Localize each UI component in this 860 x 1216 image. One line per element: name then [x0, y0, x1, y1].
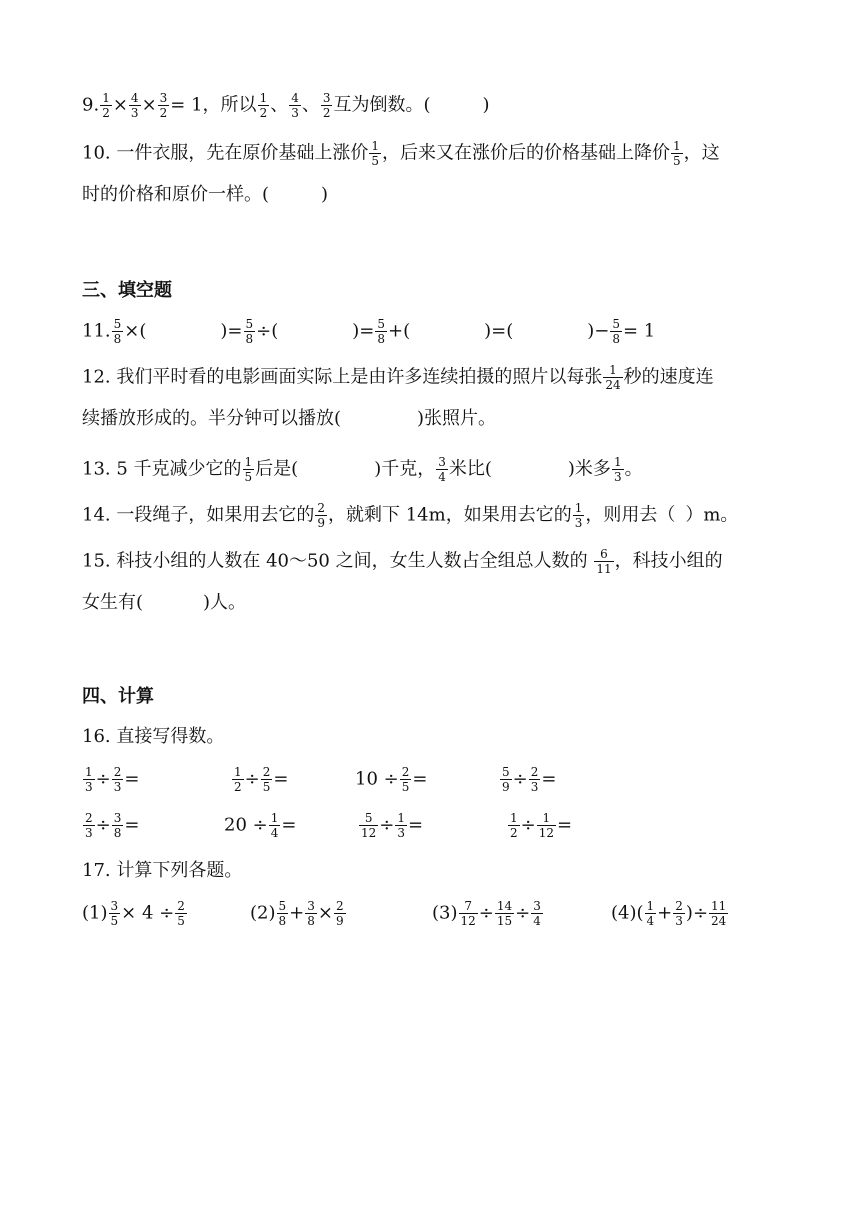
q16-item-7: $\frac{5}{12}$ ÷ $\frac{1}{3}$ =: [361, 811, 424, 840]
paren-close: ): [482, 94, 490, 116]
times-sign: ×: [141, 94, 157, 116]
fraction: $\frac{1}{2}$: [102, 91, 110, 120]
q11-number: 11.: [82, 320, 111, 342]
q11-text: )−: [587, 320, 610, 342]
q12-text: 续播放形成的。半分钟可以播放(: [82, 408, 342, 429]
fraction: $\frac{3}{8}$: [113, 811, 122, 840]
q14-text: ）m。: [685, 504, 739, 526]
question-11: [82, 318, 655, 345]
fraction: $\frac{1}{4}$: [646, 899, 655, 928]
question-9: [82, 92, 490, 119]
fraction: $\frac{5}{8}$: [278, 899, 287, 928]
q15-text: )人。: [203, 592, 247, 613]
q10-text: 10. 一件衣服，先在原价基础上涨价: [82, 142, 369, 164]
fraction: $\frac{2}{5}$: [401, 765, 410, 794]
q9-text: = 1，所以: [170, 94, 257, 116]
fraction: $\frac{3}{2}$: [159, 91, 168, 120]
q9-number: 9.: [82, 94, 100, 116]
fraction: $\frac{1}{3}$: [85, 765, 93, 794]
question-16-title: 16. 直接写得数。: [82, 726, 225, 747]
q17-problem-1: (1) $\frac{3}{5}$ × 4 ÷ $\frac{2}{5}$: [82, 899, 185, 928]
fraction: $\frac{2}{5}$: [177, 899, 185, 928]
fraction: $\frac{2}{9}$: [317, 501, 325, 530]
fraction: $\frac{2}{3}$: [85, 811, 93, 840]
q11-text: )=: [352, 320, 375, 342]
q16-item-2: $\frac{1}{2}$ ÷ $\frac{2}{5}$ =: [234, 765, 289, 794]
q14-text: 14. 一段绳子，如果用去它的: [82, 504, 315, 526]
q11-text: = 1: [623, 320, 656, 342]
q16-item-4: $\frac{5}{9}$ ÷ $\frac{2}{3}$ =: [502, 765, 557, 794]
q15-text: 15. 科技小组的人数在 40～50 之间，女生人数占全组总人数的: [82, 550, 594, 572]
fraction: $\frac{5}{9}$: [502, 765, 510, 794]
q13-text: )千克，: [374, 458, 436, 480]
fraction: $\frac{3}{5}$: [110, 899, 119, 928]
q13-text: )米多: [567, 458, 611, 480]
fraction: $\frac{14}{15}$: [496, 899, 513, 928]
q11-text: )=: [220, 320, 243, 342]
section-heading-calculation: 四、计算: [82, 686, 154, 707]
fraction: $\frac{1}{12}$: [538, 811, 555, 840]
section-heading-fill-in: 三、填空题: [82, 280, 172, 301]
fraction: $\frac{4}{3}$: [130, 91, 139, 120]
fraction: $\frac{1}{2}$: [259, 91, 268, 120]
fraction: $\frac{3}{2}$: [322, 91, 331, 120]
question-15-line-1: [82, 548, 723, 575]
question-15-line-2: [82, 594, 246, 612]
question-14: [82, 502, 738, 529]
question-17-title: 17. 计算下列各题。: [82, 860, 243, 881]
fraction: $\frac{3}{8}$: [307, 899, 315, 928]
question-10-line-1: [82, 140, 720, 167]
q11-text: +(: [388, 320, 411, 342]
q14-text: ，就剩下 14m，如果用去它的: [328, 504, 572, 526]
separator: 、: [270, 94, 289, 116]
q12-text: 秒的速度连: [623, 366, 714, 388]
q16-item-6: 20 ÷ $\frac{1}{4}$ =: [224, 811, 297, 840]
q11-text: )=(: [484, 320, 514, 342]
fraction: $\frac{2}{5}$: [262, 765, 271, 794]
q16-item-8: $\frac{1}{2}$ ÷ $\frac{1}{12}$ =: [510, 811, 573, 840]
q17-problem-2: (2) $\frac{5}{8}$ + $\frac{3}{8}$ × $\frac{2}{9}$: [250, 899, 344, 928]
q10-text: ，后来又在涨价后的价格基础上降价: [382, 142, 670, 164]
fraction: $\frac{1}{3}$: [613, 455, 622, 484]
q17-problem-4: (4)( $\frac{1}{4}$ + $\frac{2}{3}$ )÷ $\frac{11}{24}$: [611, 899, 727, 928]
fraction: $\frac{3}{4}$: [533, 899, 541, 928]
times-sign: ×: [112, 94, 128, 116]
fraction: $\frac{5}{12}$: [361, 811, 377, 840]
q14-text: ，则用去（: [585, 504, 676, 526]
q13-text: 13. 5 千克减少它的: [82, 458, 242, 480]
fraction: $\frac{1}{3}$: [574, 501, 583, 530]
q15-text: ，科技小组的: [614, 550, 723, 572]
fraction: $\frac{5}{8}$: [245, 317, 254, 346]
fraction: $\frac{2}{9}$: [335, 899, 344, 928]
fraction: $\frac{3}{4}$: [438, 455, 446, 484]
q15-text: 女生有(: [82, 592, 144, 613]
fraction: $\frac{1}{4}$: [270, 811, 279, 840]
fraction: $\frac{5}{8}$: [377, 317, 385, 346]
q9-text-tail: 互为倒数。(: [333, 94, 431, 116]
q12-text: 12. 我们平时看的电影画面实际上是由许多连续拍摄的照片以每张: [82, 366, 603, 388]
q16-item-1: $\frac{1}{3}$ ÷ $\frac{2}{3}$ =: [85, 765, 140, 794]
fraction: $\frac{1}{3}$: [397, 811, 406, 840]
question-10-line-2: [82, 186, 328, 204]
fraction: $\frac{5}{8}$: [113, 317, 122, 346]
question-12-line-2: [82, 410, 496, 428]
fraction: $\frac{11}{24}$: [711, 899, 727, 928]
q10-text: 时的价格和原价一样。(: [82, 184, 270, 205]
fraction: $\frac{1}{24}$: [605, 363, 621, 392]
q16-item-3: 10 ÷ $\frac{2}{5}$ =: [355, 765, 428, 794]
q16-item-5: $\frac{2}{3}$ ÷ $\frac{3}{8}$ =: [85, 811, 140, 840]
fraction: $\frac{1}{2}$: [234, 765, 242, 794]
question-13: [82, 456, 643, 483]
fraction: $\frac{1}{5}$: [371, 139, 379, 168]
separator: 、: [301, 94, 320, 116]
fraction: $\frac{4}{3}$: [291, 91, 299, 120]
fraction: $\frac{2}{3}$: [675, 899, 683, 928]
fraction: $\frac{2}{3}$: [113, 765, 122, 794]
fraction: $\frac{1}{5}$: [673, 139, 681, 168]
question-12-line-1: [82, 364, 714, 391]
paren-close: ): [321, 184, 329, 205]
fraction: $\frac{7}{12}$: [460, 899, 476, 928]
fraction: $\frac{5}{8}$: [612, 317, 620, 346]
q11-text: ÷(: [256, 320, 279, 342]
q11-text: ×(: [124, 320, 147, 342]
q13-text: 后是(: [255, 458, 299, 480]
q13-text: 米比(: [448, 458, 492, 480]
fraction: $\frac{2}{3}$: [530, 765, 539, 794]
fraction: $\frac{1}{2}$: [510, 811, 518, 840]
fraction: $\frac{1}{5}$: [244, 455, 253, 484]
q13-text: 。: [624, 458, 643, 480]
q10-text: ，这: [683, 142, 720, 164]
q17-problem-3: (3) $\frac{7}{12}$ ÷ $\frac{14}{15}$ ÷ $\frac{3}{4}$: [432, 899, 541, 928]
fraction: $\frac{6}{11}$: [596, 547, 612, 576]
q12-text: )张照片。: [417, 408, 497, 429]
